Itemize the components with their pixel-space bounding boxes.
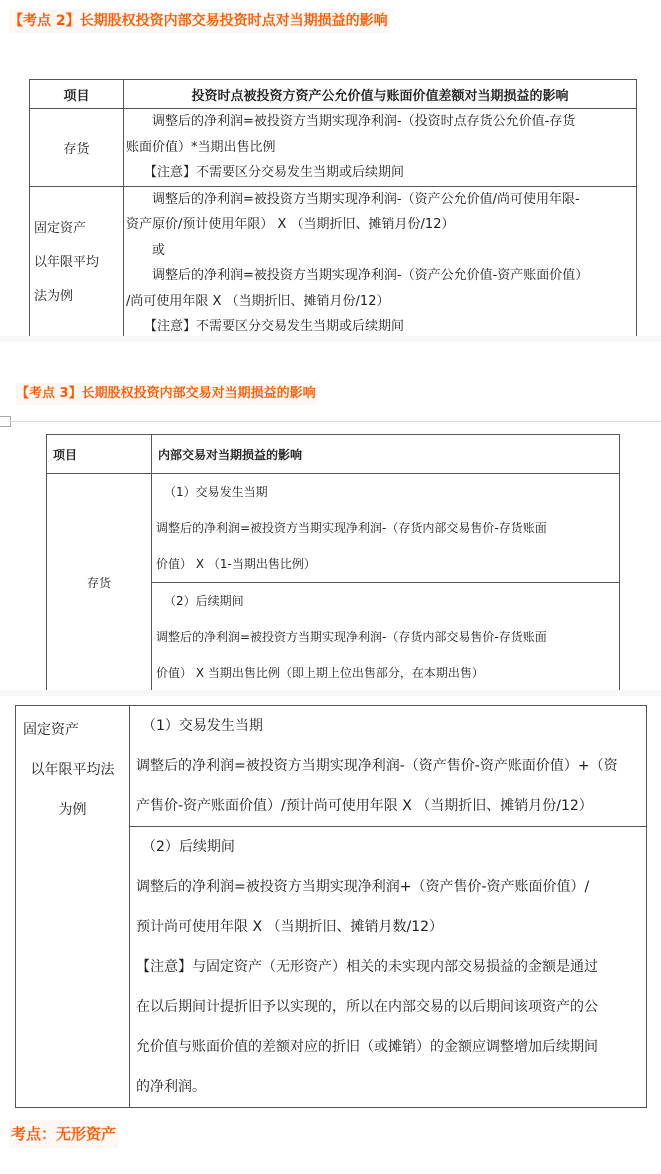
row-content-fixed-assets (124, 186, 637, 340)
fixed-assets-subsequent-period (130, 827, 647, 1108)
row-content-inventory (124, 109, 637, 187)
fixed-assets-current-period (130, 706, 647, 827)
header-impact: 投资时点被投资方资产公允价值与账面价值差额对当期损益的影响 (124, 80, 637, 109)
note-line: 【注意】不需要区分交易发生当期或后续期间 (144, 165, 405, 180)
row-label-fixed-assets: 固定资产 以年限平均法 为例 (16, 706, 130, 1108)
table-header-row (30, 80, 637, 109)
row-label-inventory: 存货 (47, 474, 152, 692)
formula-line: 调整后的净利润=被投资方当期实现净利润-（资产售价-资产账面价值）+（资 (136, 758, 618, 774)
period-title: （2）后续期间 (142, 839, 235, 855)
formula-line: 价值） X 当期出售比例（即上期上位出售部分，在本期出售） (156, 666, 484, 680)
internal-trade-fixed-assets-table (15, 705, 647, 1108)
inventory-subsequent-period (152, 583, 620, 692)
section-heading-2: 【考点 2】长期股权投资内部交易投资时点对当期损益的影响 (9, 9, 390, 33)
period-title: （1）交易发生当期 (142, 718, 263, 734)
formula-line: 调整后的净利润=被投资方当期实现净利润-（资产公允价值-资产账面价值） (152, 268, 589, 283)
header-impact: 内部交易对当期损益的影响 (152, 435, 620, 474)
table-row (30, 186, 637, 340)
inventory-current-period (152, 474, 620, 583)
table-row (47, 474, 620, 583)
page-break-strip (0, 690, 661, 696)
table-row (16, 706, 647, 827)
note-line: 【注意】不需要区分交易发生当期或后续期间 (144, 319, 405, 334)
formula-line: 调整后的净利润=被投资方当期实现净利润-（存货内部交易售价-存货账面 (156, 521, 547, 535)
formula-line: 调整后的净利润=被投资方当期实现净利润-（资产公允价值/尚可使用年限- (152, 191, 580, 207)
formula-line: 资产原价/预计使用年限） X （当期折旧、摊销月份/12） (126, 217, 455, 232)
note-line: 在以后期间计提折旧予以实现的，所以在内部交易的以后期间该项资产的公 (136, 999, 598, 1015)
formula-line: 调整后的净利润=被投资方当期实现净利润+（资产售价-资产账面价值）/ (136, 879, 590, 895)
row-label-fixed-assets: 固定资产 以年限平均 法为例 (30, 186, 124, 340)
formula-line: 产售价-资产账面价值）/预计尚可使用年限 X （当期折旧、摊销月份/12） (136, 798, 593, 814)
period-title: （2）后续期间 (164, 594, 244, 608)
page-break-strip (0, 336, 661, 342)
note-line: 允价值与账面价值的差额对应的折旧（或摊销）的金额应调整增加后续期间 (136, 1039, 598, 1055)
section-heading-intangible-assets: 考点：无形资产 (9, 1120, 118, 1148)
formula-line: 价值） X （1-当期出售比例） (156, 557, 316, 571)
header-item: 项目 (30, 80, 124, 109)
period-title: （1）交易发生当期 (164, 485, 268, 499)
formula-line: /尚可使用年限 X （当期折旧、摊销月份/12） (126, 293, 390, 309)
divider (8, 421, 661, 422)
table-header-row (47, 435, 620, 474)
note-line: 【注意】与固定资产（无形资产）相关的未实现内部交易损益的金额是通过 (136, 959, 598, 975)
formula-line: 调整后的净利润=被投资方当期实现净利润-（投资时点存货公允价值-存货 (152, 114, 576, 129)
header-item: 项目 (47, 435, 152, 474)
formula-line: 预计尚可使用年限 X （当期折旧、摊销月数/12） (136, 919, 444, 935)
section-heading-3: 【考点 3】长期股权投资内部交易对当期损益的影响 (16, 383, 316, 405)
note-line: 的净利润。 (136, 1079, 206, 1095)
internal-trade-inventory-table (46, 434, 620, 692)
row-label-inventory: 存货 (30, 109, 124, 187)
formula-line: 调整后的净利润=被投资方当期实现净利润-（存货内部交易售价-存货账面 (156, 630, 547, 644)
table-row (30, 109, 637, 187)
formula-line: 账面价值）*当期出售比例 (126, 139, 276, 155)
investment-time-impact-table (29, 79, 637, 341)
or-line: 或 (152, 242, 166, 258)
